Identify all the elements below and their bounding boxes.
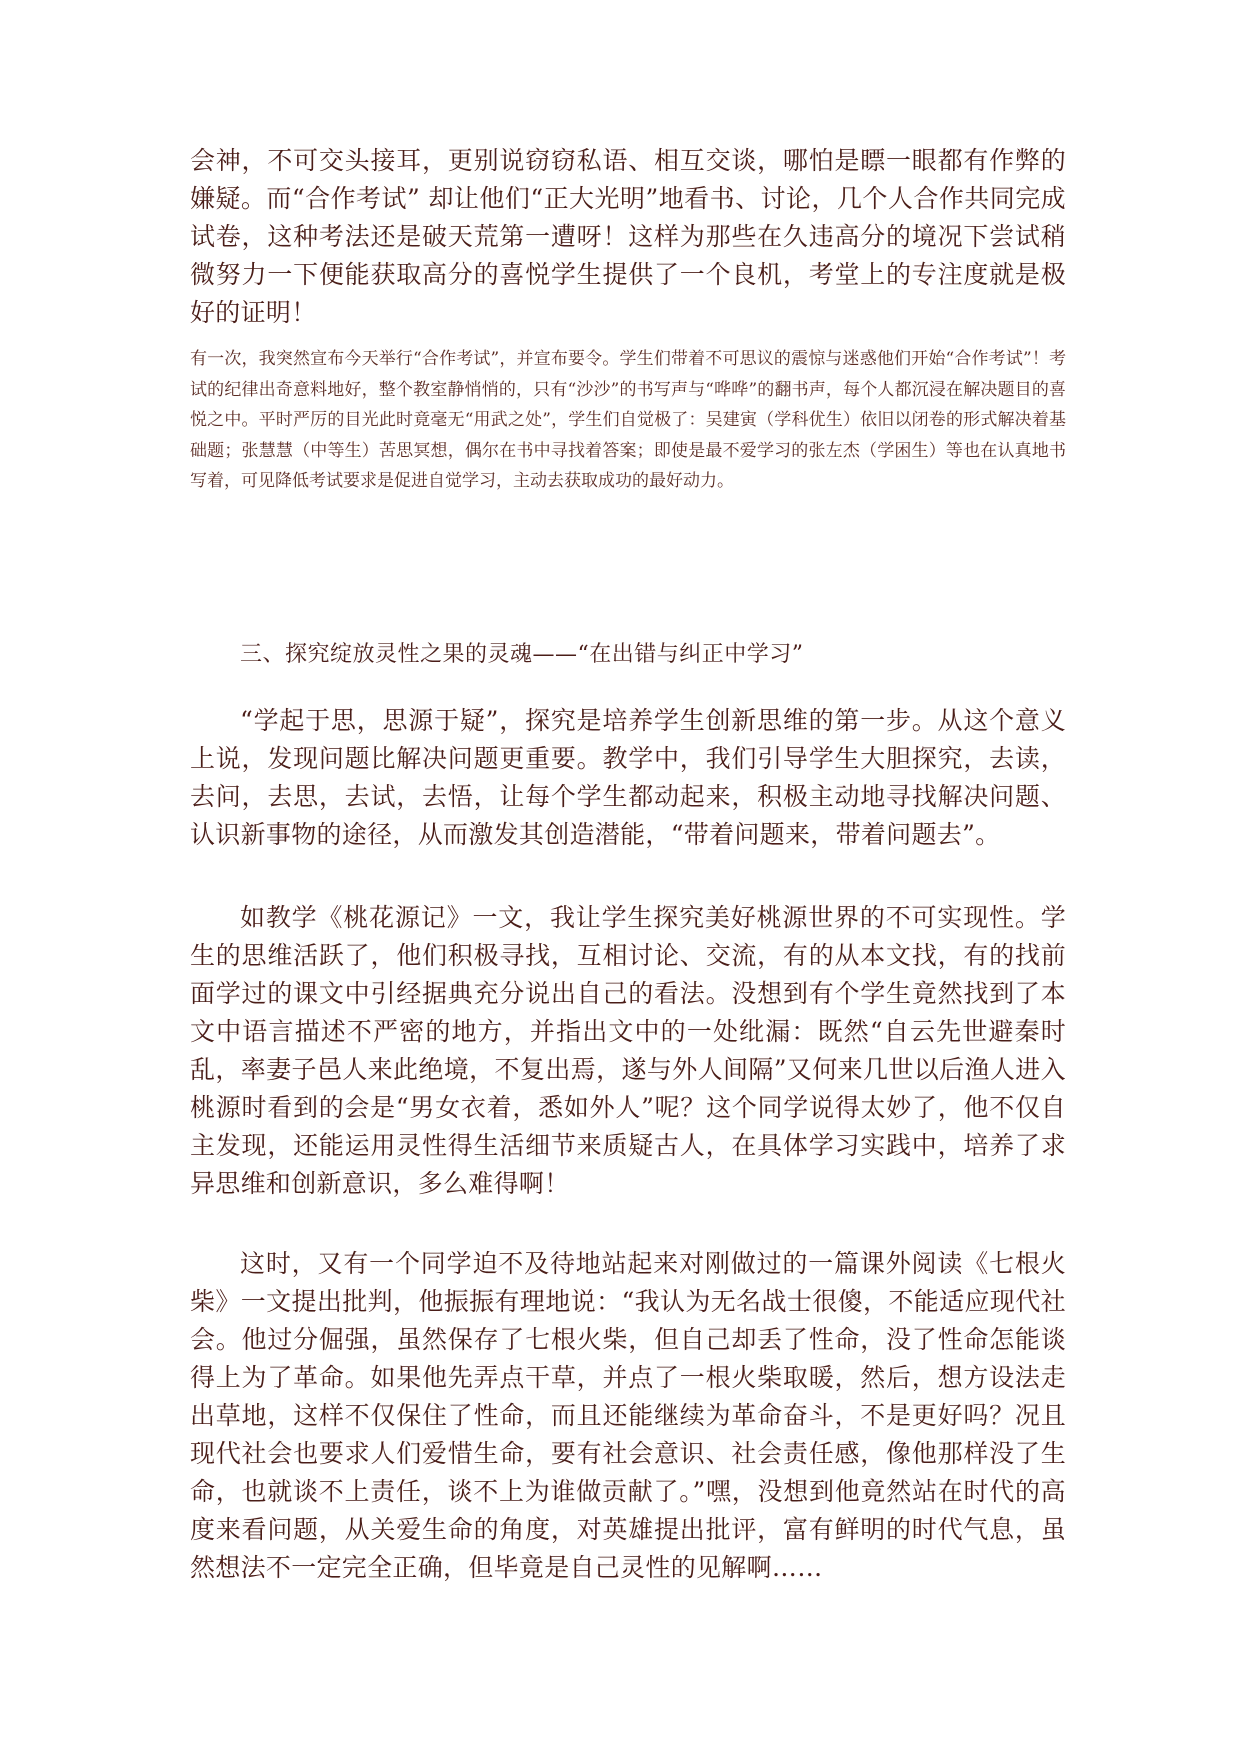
section-heading: 三、探究绽放灵性之果的灵魂——“在出错与纠正中学习” (240, 642, 804, 667)
paragraph-seven-matches: 这时，又有一个同学迫不及待地站起来对刚做过的一篇课外阅读《七根火柴》一文提出批判，他振振有理地说：“我认为无名战士很傻，不能适应现代社会。他过分倔强，虽然保存了七根火柴，但自己却丢了性命，没了性命怎能谈得上为了革命。如果他先弄点干草，并点了一根火柴取暖，然后，想方设法走出草地，这样不仅保住了性命，而且还能继续为革命奋斗，不是更好吗？况且现代社会也要求人们爱惜生命，要有社会意识、社会责任感，像他那样没了生命，也就谈不上责任，谈不上为谁做贡献了。”嘿，没想到他竟然站在时代的高度来看问题，从关爱生命的角度，对英雄提出批评，富有鲜明的时代气息，虽然想法不一定完全正确，但毕竟是自己灵性的见解啊…… (190, 1249, 1066, 1582)
paragraph-inquiry: “学起于思，思源于疑”，探究是培养学生创新思维的第一步。从这个意义上说，发现问题比解决问题更重要。教学中，我们引导学生大胆探究，去读，去问，去思，去试，去悟，让每个学生都动起来，积极主动地寻找解决问题、认识新事物的途径，从而激发其创造潜能，“带着问题来，带着问题去”。 (190, 706, 1066, 849)
paragraph-cooperative-exam-story: 有一次，我突然宣布今天举行“合作考试”，并宣布要令。学生们带着不可思议的震惊与迷惑他们开始“合作考试”！考试的纪律出奇意料地好，整个教室静悄悄的，只有“沙沙”的书写声与“哗哗”的翻书声，每个人都沉浸在解决题目的喜悦之中。平时严厉的目光此时竟毫无“用武之处”，学生们自觉极了：吴建寅（学科优生）依旧以闭卷的形式解决着基础题；张慧慧（中等生）苦思冥想，偶尔在书中寻找着答案；即使是最不爱学习的张左杰（学困生）等也在认真地书写着，可见降低考试要求是促进自觉学习，主动去获取成功的最好动力。 (190, 349, 1066, 491)
paragraph-peach-blossom: 如教学《桃花源记》一文，我让学生探究美好桃源世界的不可实现性。学生的思维活跃了，他们积极寻找，互相讨论、交流，有的从本文找，有的找前面学过的课文中引经据典充分说出自己的看法。没想到有个学生竟然找到了本文中语言描述不严密的地方，并指出文中的一处纰漏：既然“自云先世避秦时乱，率妻子邑人来此绝境，不复出焉，遂与外人间隔”又何来几世以后渔人进入桃源时看到的会是“男女衣着，悉如外人”呢？这个同学说得太妙了，他不仅自主发现，还能运用灵性得生活细节来质疑古人，在具体学习实践中，培养了求异思维和创新意识，多么难得啊！ (190, 903, 1066, 1198)
paragraph-continuation: 会神，不可交头接耳，更别说窃窃私语、相互交谈，哪怕是瞟一眼都有作弊的嫌疑。而“合作考试” 却让他们“正大光明”地看书、讨论，几个人合作共同完成试卷，这种考法还是破天荒第一遭呀！这样为那些在久违高分的境况下尝试稍微努力一下便能获取高分的喜悦学生提供了一个良机，考堂上的专注度就是极好的证明！ (190, 146, 1066, 327)
